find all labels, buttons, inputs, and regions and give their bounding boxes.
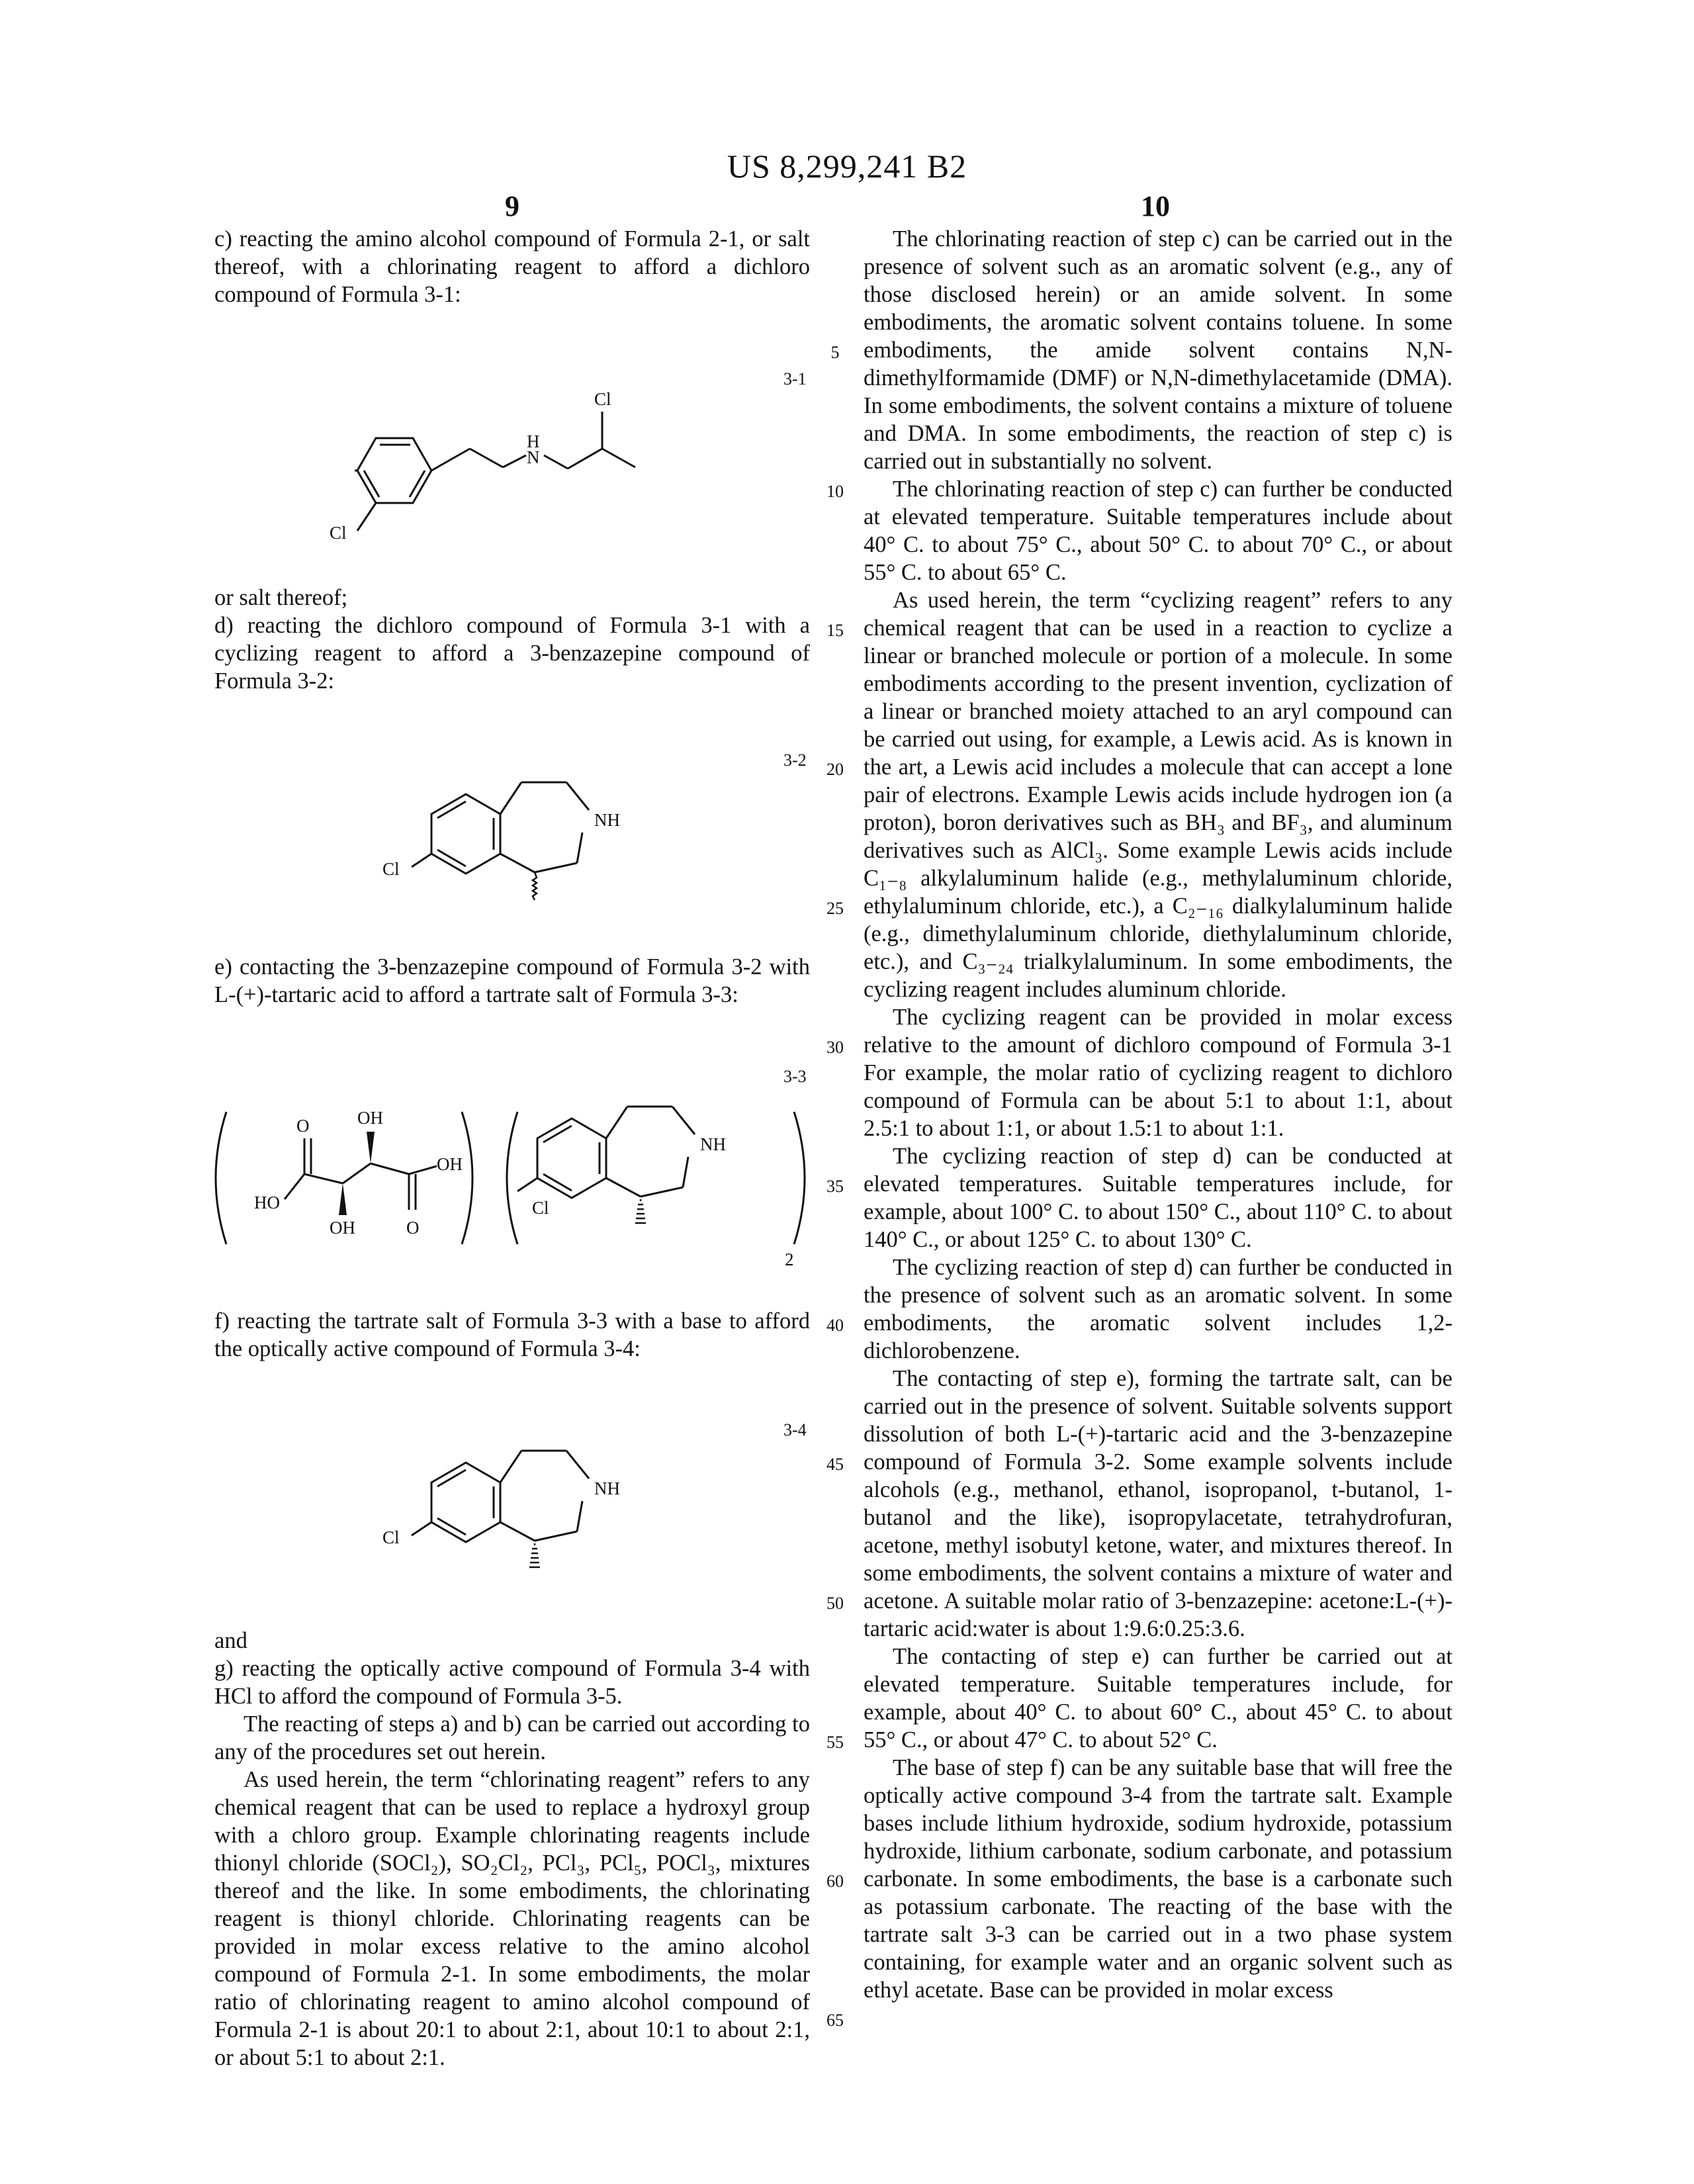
structure-3-2 <box>357 768 675 940</box>
atom-cl: Cl <box>330 523 347 543</box>
left-para-4: e) contacting the 3-benzazepine compound of Formula 3-2 with L-(+)-tartaric acid to afford a tartrate salt of Formula 3-3: <box>214 954 810 1007</box>
page-number-left: 9 <box>505 190 519 222</box>
line-number: 35 <box>826 1177 844 1196</box>
atom-cl: Cl <box>532 1198 549 1218</box>
atom-ho: HO <box>254 1193 280 1212</box>
page-number-right: 10 <box>1141 190 1170 222</box>
atom-cl: Cl <box>382 859 400 879</box>
atom-nh: NH <box>594 810 620 830</box>
structure-3-4 <box>357 1436 675 1608</box>
subscript-2: 2 <box>785 1250 794 1269</box>
atom-oh: OH <box>330 1218 355 1238</box>
atom-nh: NH <box>700 1134 726 1154</box>
left-para-3: d) reacting the dichloro compound of Formula 3-1 with a cyclizing reagent to afford a 3-benzazepine compound of Formula 3-2: <box>214 613 810 694</box>
atom-o: O <box>406 1218 420 1238</box>
atom-oh: OH <box>437 1154 463 1174</box>
right-column: The chlorinating reaction of step c) can be carried out in the presence of solvent such as an aromatic solvent (e.g., any of those disclosed herein) or an amide solvent. In some embodiments, the aromatic solvent contains toluene. In some embodiments, the amide solvent contains N,N-dimethylformamide (DMF) or N,N-dimethylacetamide (DMA). In some embodiments, the solvent contains a mixture of toluene and DMA. In some embodiments, the reaction of step c) is carried out in substantially no solvent. The chlorinating reaction of step c) can further be conducted at elevated temperature. Suitable temperatures include about 40° C. to about 75° C., about 50° C. to about 70° C., or about 55° C. to about 65° C. As used herein, the term “cyclizing reagent” refers to any chemical reagent that can be used in a reaction to cyclize a linear or branched molecule or portion of a molecule. In some embodiments according to the present invention, cyclization of a linear or branched moiety attached to an aryl compound can be carried out using, for example, a Lewis acid. As is known in the art, a Lewis acid includes a molecule that can accept a lone pair of electrons. Example Lewis acids include hydrogen ion (a proton), boron derivatives such as BH₃ and BF₃, and aluminum derivatives such as AlCl₃. Some example Lewis acids include C₁₋₈ alkylaluminum halide (e.g., methylaluminum chloride, ethylaluminum chloride, etc.), a C₂₋₁₆ dialkylaluminum halide (e.g., dimethylaluminum chloride, diethylaluminum chloride, etc.), and C₃₋₂₄ trialkylaluminum. In some embodiments, the cyclizing reagent includes aluminum chloride. The cyclizing reagent can be provided in molar excess relative to the amount of dichloro compound of Formula 3-1 For example, the molar ratio of cyclizing reagent to dichloro compound of Formula can be about 5:1 to about 1:1, about 2.5:1 to about 1:1, or about 1.5:1 to about 1:1. The cyclizing reaction of step d) can be conducted at elevated temperatures. Suitable temperatures include, for example, about 100° C. to about 150° C., about 110° C. to about 140° C., or about 125° C. to about 130° C. The cyclizing reaction of step d) can further be conducted in the presence of solvent such as an aromatic solvent. In some embodiments, the aromatic solvent includes 1,2-dichlorobenzene. The contacting of step e), forming the tartrate salt, can be carried out in the presence of solvent. Suitable solvents support dissolution of both L-(+)-tartaric acid and the 3-benzazepine compound of Formula 3-2. Some example solvents include alcohols (e.g., methanol, ethanol, isopropanol, t-butanol, 1-butanol and the like), isopropylacetate, tetrahydrofuran, acetone, methyl isobutyl ketone, water, and mixtures thereof. In some embodiments, the solvent contains a mixture of water and acetone. A suitable molar ratio of 3-benzazepine: acetone:L-(+)-tartaric acid:water is about 1:9.6:0.25:3.6. The contacting of step e) can further be carried out at elevated temperature. Suitable temperatures include, for example, about 40° C. to about 60° C., about 45° C. to about 55° C., or about 47° C. to about 52° C. The base of step f) can be any suitable base that will free the optically active compound 3-4 from the tartrate salt. Example bases include lithium hydroxide, sodium hydroxide, potassium hydroxide, lithium carbonate, sodium carbonate, and potassium carbonate. In some embodiments, the base is a carbonate such as potassium carbonate. The reacting of the base with the tartrate salt 3-3 can be carried out in a two phase system containing, for example water and an organic solvent such as ethyl acetate. Base can be provided in molar excess <box>864 226 1452 2003</box>
left-para-7-9: g) reacting the optically active compound of Formula 3-4 with HCl to afford the compound of Formula 3-5. The reacting of steps a) and b) can be carried out according to any of the procedures set out herein. As used herein, the term “chlorinating reagent” refers to any chemical reagent that can be used to replace a hydroxyl group with a chloro group. Example chlorinating reagents include thionyl chloride (SOCl₂), SO₂Cl₂, PCl₃, PCl₅, POCl₃, mixtures thereof and the like. In some embodiments, the chlorinating reagent is thionyl chloride. Chlorinating reagents can be provided in molar excess relative to the amino alcohol compound of Formula 2-1. In some embodiments, the molar ratio of chlorinating reagent to amino alcohol compound of Formula 2-1 is about 20:1 to about 2:1, about 10:1 to about 2:1, or about 5:1 to about 2:1. <box>214 1656 810 2070</box>
atom-cl: Cl <box>594 389 611 409</box>
formula-label-3-1: 3-1 <box>783 369 807 388</box>
line-number: 25 <box>826 899 844 918</box>
left-para-2: or salt thereof; <box>214 585 348 610</box>
line-number: 50 <box>826 1594 844 1613</box>
patent-number: US 8,299,241 B2 <box>727 148 967 185</box>
formula-label-3-2: 3-2 <box>783 751 807 770</box>
line-number: 45 <box>826 1455 844 1474</box>
atom-nh: NH <box>594 1479 620 1498</box>
line-number: 5 <box>830 343 840 362</box>
line-number: 10 <box>826 482 844 501</box>
left-para-6: and <box>214 1628 247 1653</box>
line-number: 20 <box>826 760 844 779</box>
formula-label-3-4: 3-4 <box>783 1420 807 1439</box>
line-number: 40 <box>826 1316 844 1335</box>
atom-h: H <box>527 432 540 451</box>
line-number: 15 <box>826 621 844 640</box>
structure-3-3 <box>212 1092 821 1277</box>
atom-cl: Cl <box>382 1527 400 1547</box>
left-para-5: f) reacting the tartrate salt of Formula 3-3 with a base to afford the optically active compound of Formula 3-4: <box>214 1308 810 1361</box>
atom-o: O <box>296 1116 310 1136</box>
left-para-1: c) reacting the amino alcohol compound of Formula 2-1, or salt thereof, with a chlorinating reagent to afford a dichloro compound of Formula 3-1: <box>214 226 810 307</box>
formula-label-3-3: 3-3 <box>783 1067 807 1086</box>
atom-n: N <box>527 447 540 467</box>
atom-oh: OH <box>357 1108 383 1128</box>
line-number: 55 <box>826 1733 844 1752</box>
line-number: 60 <box>826 1872 844 1891</box>
structure-3-1 <box>304 384 701 556</box>
line-number: 30 <box>826 1038 844 1057</box>
line-number: 65 <box>826 2011 844 2030</box>
